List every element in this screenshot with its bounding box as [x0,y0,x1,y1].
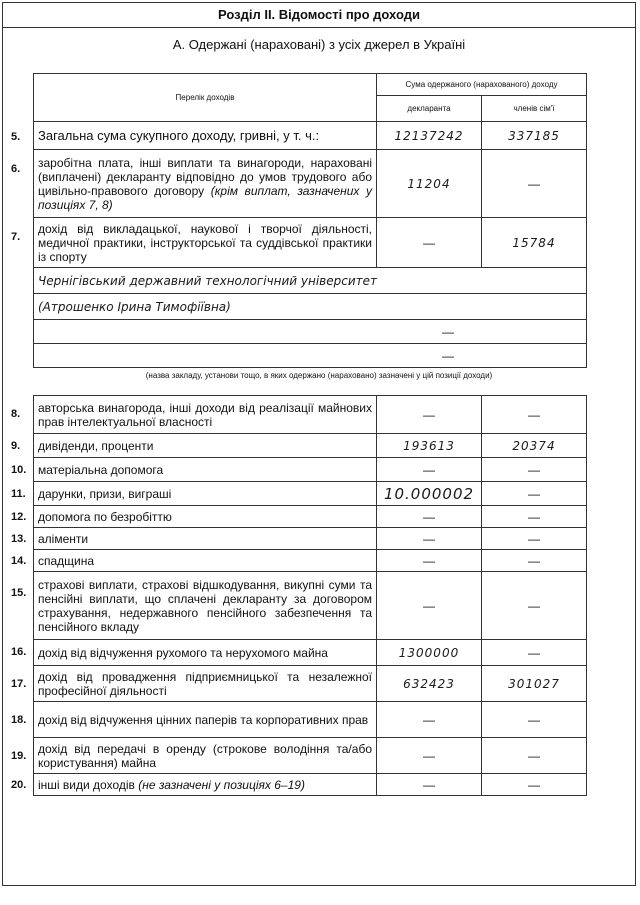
row-declarant-value: — [377,528,482,550]
table-row [34,550,587,572]
row-declarant-value: 632423 [377,666,482,702]
row-number: 19. [11,750,27,762]
institution-name: Чернігівський державний технологічний університет [34,268,587,294]
table-row [34,506,587,528]
row-number: 14. [11,555,27,567]
row-family-value: — [482,150,587,218]
row-text: аліменти [34,528,377,550]
row-family-value: 337185 [482,122,587,150]
table-row [34,528,587,550]
row-declarant-value: 1300000 [377,640,482,666]
row-text-note: (не зазначені у позиціях 6–19) [138,777,305,792]
row-declarant-value: — [377,738,482,774]
row-family-value: — [482,774,587,796]
row-text: авторська винагорода, інші доходи від реалізації майнових прав інтелектуальної власності [34,396,377,434]
handwritten-row-3 [34,320,587,344]
row-text: дарунки, призи, виграші [34,482,377,506]
header-declarant: декларанта [377,96,482,122]
row-family-value: — [482,458,587,482]
row-declarant-value: 12137242 [377,122,482,150]
row-number: 15. [11,587,27,599]
row-text-note: (крім виплат, зазначених у позиціях 7, 8) [38,183,372,212]
table-row [34,666,587,702]
row-family-value: — [482,572,587,640]
subsection-title: А. Одержані (нараховані) з усіх джерел в Україні [172,37,466,52]
row-text: Загальна сума сукупного доходу, гривні, у т. ч.: [34,122,377,150]
institution-caption: (назва закладу, установи тощо, в яких одержано (нараховано) зазначені у цій позиції доходи) [145,371,493,380]
row-number: 6. [11,163,21,175]
row-declarant-value: — [377,506,482,528]
row-number: 11. [11,488,26,500]
table-row [34,702,587,738]
handwritten-row-1 [34,268,587,294]
table-row [34,572,587,640]
row-family-value: — [482,550,587,572]
row-declarant-value: 10.000002 [377,482,482,506]
blank-dash-1: — [34,320,587,344]
table-row [34,640,587,666]
income-table-top [33,73,587,368]
table-row [34,434,587,458]
row-text: страхові виплати, страхові відшкодування, викупні суми та пенсійні виплати, що сплачені декларанту за договором страхування, недержавного пенсійного забезпечення та пенсійного вкладу [34,572,377,640]
row-declarant-value: — [377,702,482,738]
row-number: 8. [11,408,21,420]
row-text-main: заробітна плата, інші виплати та винагороди, нараховані (виплачені) декларанту відповідно до умов трудового або цивільно-правового договору [38,155,372,198]
row-text: дохід від передачі в оренду (строкове володіння та/або користування) майна [34,738,377,774]
row-number: 18. [11,714,27,726]
row-declarant-value: — [377,550,482,572]
declaration-frame [2,2,636,886]
row-number: 16. [11,646,27,658]
header-family: членів сім'ї [482,96,587,122]
row-text: дохід від відчуження рухомого та нерухомого майна [34,640,377,666]
table-row [34,738,587,774]
row-text: дохід від відчуження цінних паперів та корпоративних прав [34,702,377,738]
table-row [34,482,587,506]
table-row [34,218,587,268]
row-text: спадщина [34,550,377,572]
table-row [34,396,587,434]
row-family-value: 15784 [482,218,587,268]
table-row [34,150,587,218]
row-text: допомога по безробіттю [34,506,377,528]
handwritten-row-2 [34,294,587,320]
row-declarant-value: — [377,218,482,268]
header-sum: Сума одержаного (нарахованого) доходу [377,74,587,96]
row-family-value: — [482,396,587,434]
row-text: дохід від викладацької, наукової і творчої діяльності, медичної практики, інструкторської та суддівської практики із спорту [34,218,377,268]
blank-dash-2: — [34,344,587,368]
table-row [34,774,587,796]
row-family-value: 301027 [482,666,587,702]
row-family-value: — [482,640,587,666]
row-number: 7. [11,231,21,243]
handwritten-row-4 [34,344,587,368]
row-family-value: — [482,528,587,550]
row-declarant-value: — [377,774,482,796]
table-row [34,458,587,482]
person-name: (Атрошенко Ірина Тимофіївна) [34,294,587,320]
row-text: дивіденди, проценти [34,434,377,458]
row-number: 13. [11,533,27,545]
row-number: 17. [11,678,27,690]
row-text [34,150,377,218]
section-title: Розділ ІІ. Відомості про доходи [3,3,635,28]
row-number: 9. [11,440,21,452]
row-declarant-value: 11204 [377,150,482,218]
row-number: 10. [11,464,27,476]
income-table-bottom [33,395,587,796]
header-list: Перелік доходів [34,74,377,122]
row-number: 12. [11,511,27,523]
row-number: 20. [11,779,27,791]
row-family-value: — [482,702,587,738]
row-declarant-value: — [377,396,482,434]
row-declarant-value: 193613 [377,434,482,458]
row-text [34,774,377,796]
row-declarant-value: — [377,458,482,482]
row-text: матеріальна допомога [34,458,377,482]
row-family-value: — [482,482,587,506]
row-text: дохід від провадження підприємницької та незалежної професійної діяльності [34,666,377,702]
row-family-value: — [482,506,587,528]
row-number: 5. [11,131,21,143]
row-text-main: інші види доходів [38,777,135,792]
table-row [34,122,587,150]
row-family-value: 20374 [482,434,587,458]
row-family-value: — [482,738,587,774]
row-declarant-value: — [377,572,482,640]
